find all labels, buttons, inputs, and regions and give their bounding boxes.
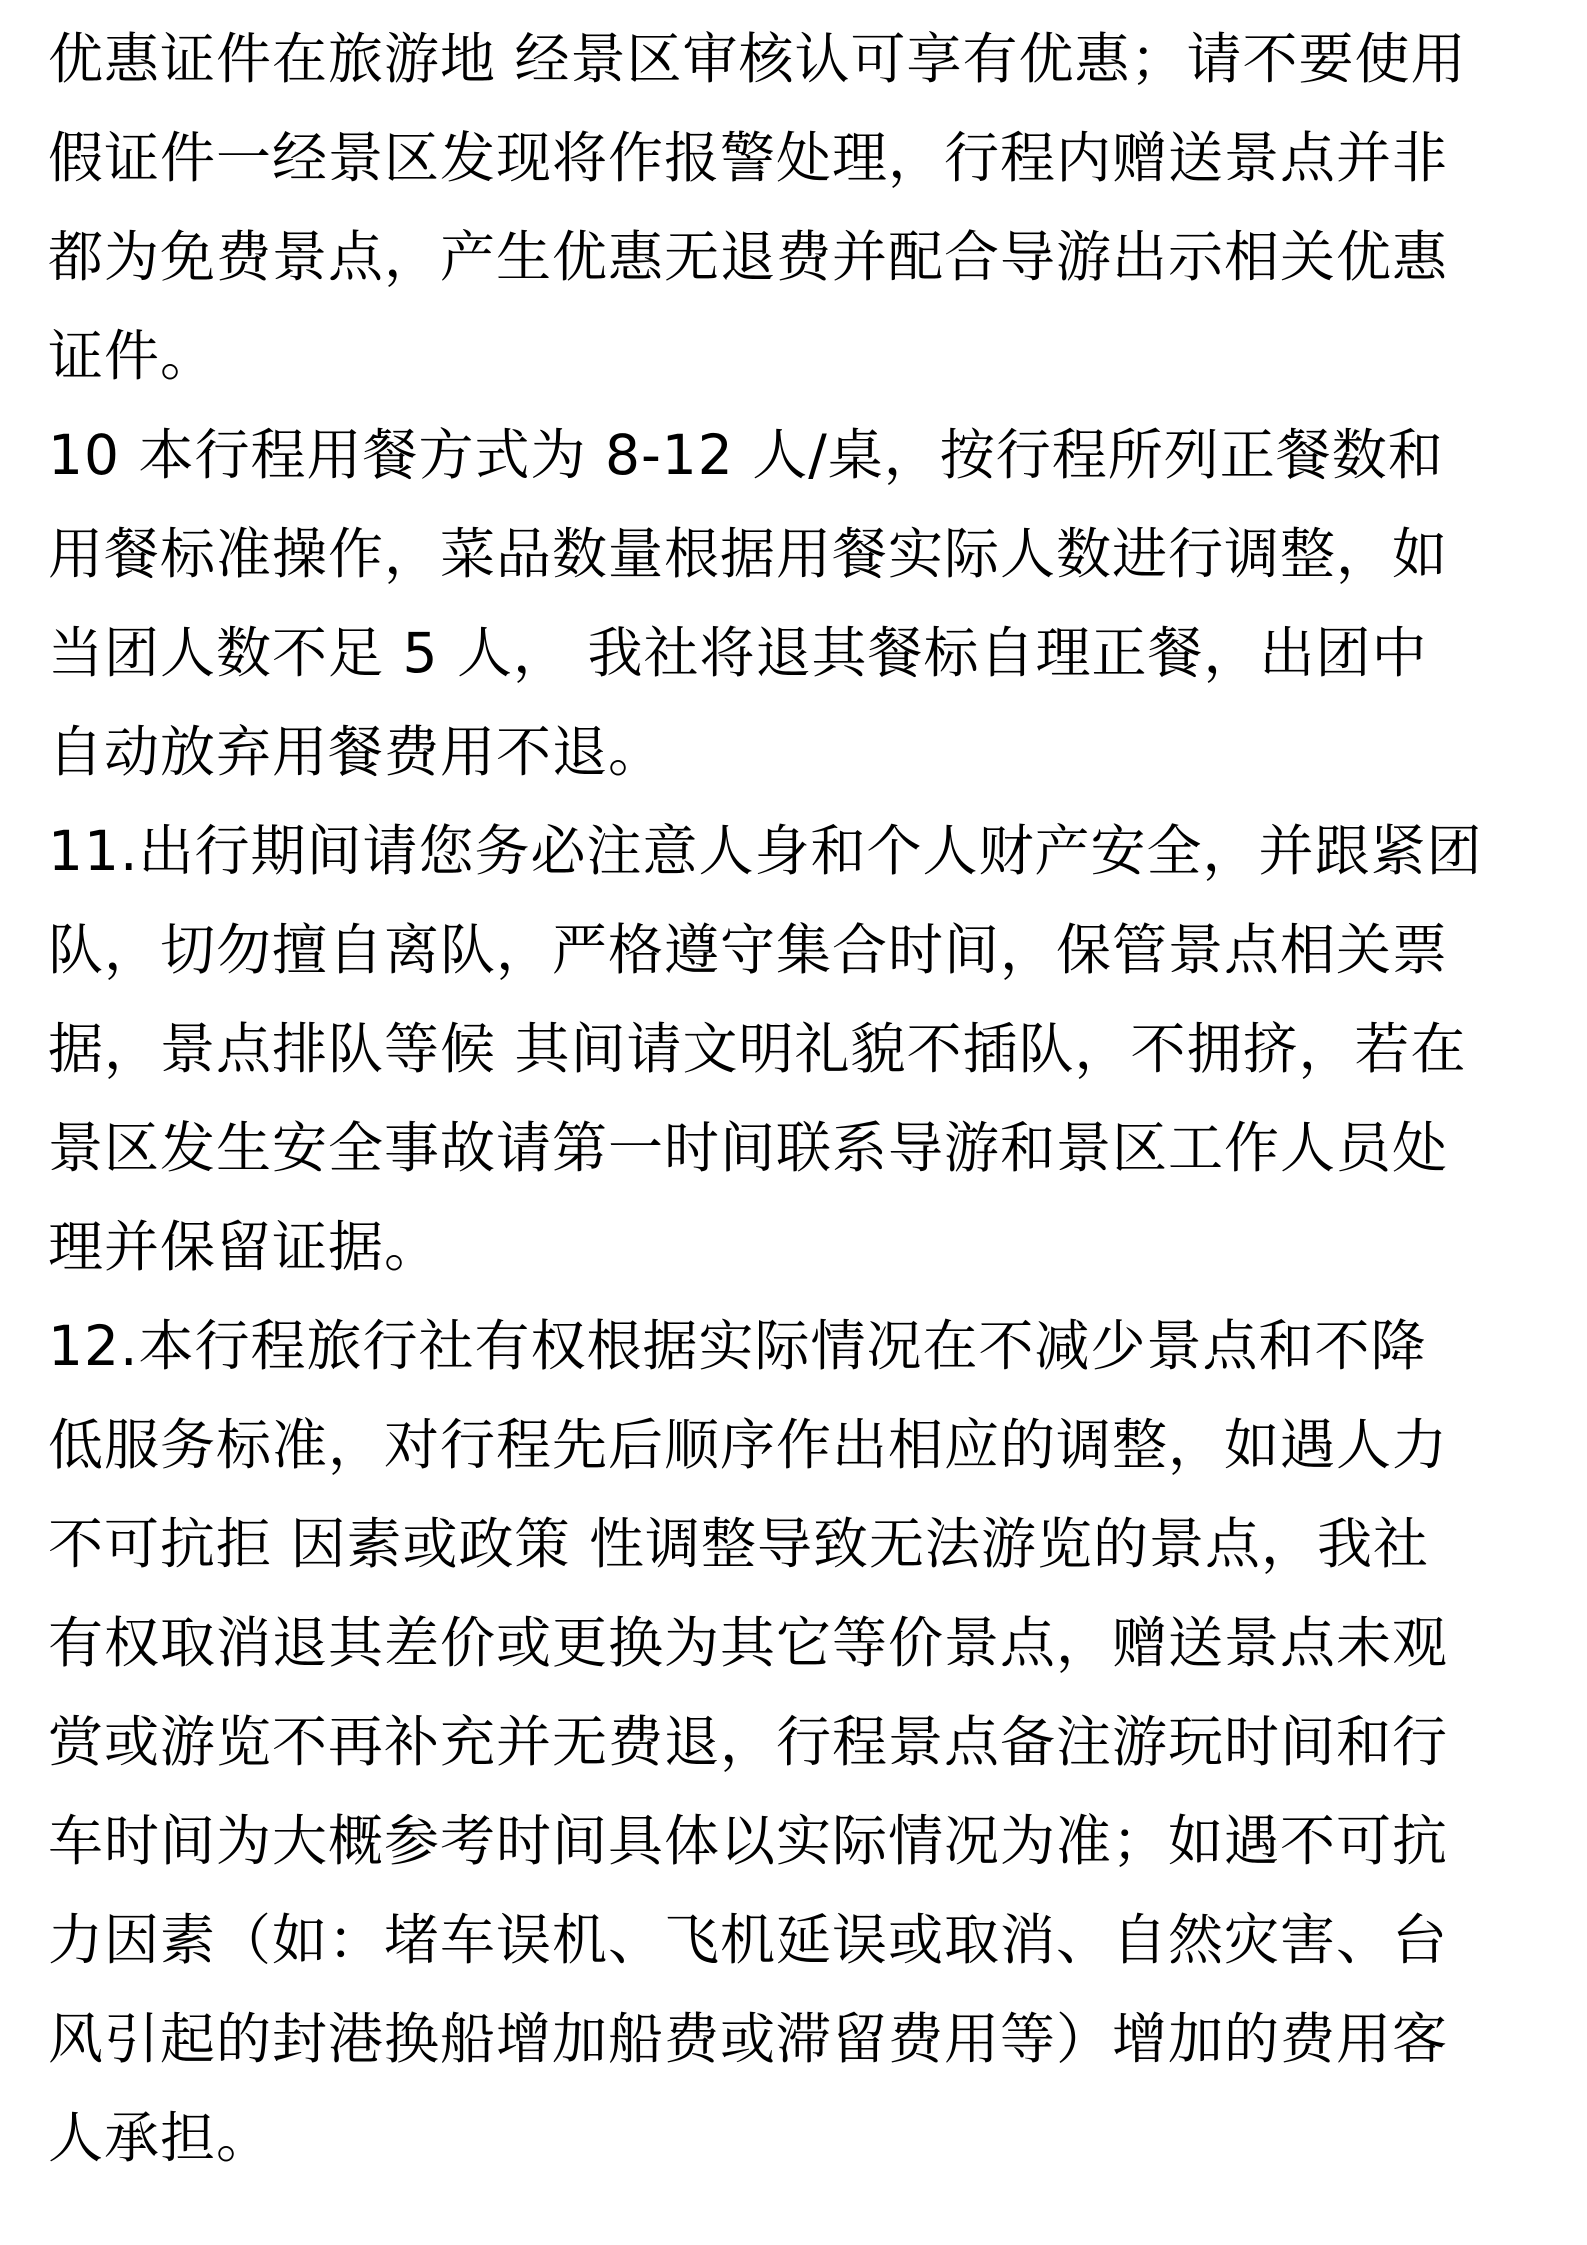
text-line: 假证件一经景区发现将作报警处理，行程内赠送景点并非 — [48, 126, 1449, 190]
text-line: 据，景点排队等候 其间请文明礼貌不插队，不拥挤，若在 — [48, 1017, 1467, 1081]
document-text-block — [48, 10, 1558, 2188]
text-line: 队，切勿擅自离队，严格遵守集合时间，保管景点相关票 — [48, 918, 1449, 982]
text-line: 都为免费景点，产生优惠无退费并配合导游出示相关优惠 — [48, 225, 1449, 289]
text-line: 赏或游览不再补充并无费退，行程景点备注游玩时间和行 — [48, 1710, 1449, 1774]
text-line: 力因素（如：堵车误机、飞机延误或取消、自然灾害、台 — [48, 1908, 1449, 1972]
text-line: 当团人数不足 5 人， 我社将退其餐标自理正餐，出团中 — [48, 621, 1428, 685]
text-line: 10 本行程用餐方式为 8-12 人/桌，按行程所列正餐数和 — [48, 423, 1444, 487]
text-line: 11.出行期间请您务必注意人身和个人财产安全，并跟紧团 — [48, 819, 1483, 883]
text-line: 车时间为大概参考时间具体以实际情况为准；如遇不可抗 — [48, 1809, 1449, 1873]
text-line: 优惠证件在旅游地 经景区审核认可享有优惠；请不要使用 — [48, 27, 1467, 91]
text-line: 理并保留证据。 — [48, 1215, 441, 1279]
text-line: 用餐标准操作，菜品数量根据用餐实际人数进行调整，如 — [48, 522, 1449, 586]
text-line: 不可抗拒 因素或政策 性调整导致无法游览的景点，我社 — [48, 1512, 1429, 1576]
text-line: 人承担。 — [48, 2106, 273, 2170]
text-line: 自动放弃用餐费用不退。 — [48, 720, 665, 784]
text-line: 证件。 — [48, 324, 217, 388]
text-line: 风引起的封港换船增加船费或滞留费用等）增加的费用客 — [48, 2007, 1449, 2071]
text-line: 有权取消退其差价或更换为其它等价景点，赠送景点未观 — [48, 1611, 1449, 1675]
text-line: 12.本行程旅行社有权根据实际情况在不减少景点和不降 — [48, 1314, 1427, 1378]
text-line: 低服务标准，对行程先后顺序作出相应的调整，如遇人力 — [48, 1413, 1449, 1477]
text-line: 景区发生安全事故请第一时间联系导游和景区工作人员处 — [48, 1116, 1449, 1180]
